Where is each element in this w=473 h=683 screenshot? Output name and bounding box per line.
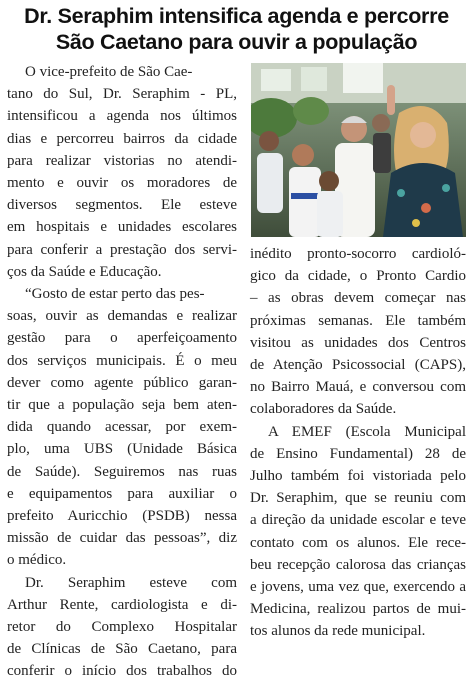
left-column-line: dever como agente público garan-	[7, 374, 237, 391]
right-column-line: gico da cidade, o Pronto Cardio	[250, 268, 466, 285]
left-column-line: dos serviços municipais. É o meu	[7, 352, 237, 369]
left-column-line: tir que a população seja bem aten-	[7, 397, 237, 414]
left-column-line: conferir o início dos trabalhos do	[7, 663, 237, 680]
left-column-line: intensificou a agenda nos últimos	[7, 108, 237, 125]
left-column-line: e equipamentos para auxiliar o	[7, 485, 237, 502]
right-column-line: – as obras devem começar nas	[250, 290, 466, 307]
right-column-line: beu recepção calorosa das crianças	[250, 556, 466, 573]
left-column-line: em hospitais e unidades escolares	[7, 219, 237, 236]
left-column-line: missão de cuidar das pessoas”, diz	[7, 530, 237, 547]
left-column-line: o médico.	[7, 552, 67, 569]
article-photo	[251, 63, 466, 237]
right-column-line: contato com os alunos. Ele rece-	[250, 534, 466, 551]
left-column-line: de Clínicas de São Caetano, para	[7, 641, 237, 658]
right-column-line: inédito pronto-socorro cardioló-	[250, 246, 466, 262]
article-right-column	[250, 243, 466, 643]
right-column-line: de Ensino Fundamental) 28 de	[250, 445, 466, 462]
right-column-line: colaboradores da Saúde.	[250, 401, 397, 418]
right-column-line: Julho também foi vistoriada pelo	[250, 468, 466, 485]
left-column-line: Dr. Seraphim esteve com	[25, 574, 237, 591]
right-column-line: tos alunos da rede municipal.	[250, 623, 426, 640]
left-column-line: soas, ouvir as demandas e realizar	[7, 308, 237, 325]
left-column-line: tano do Sul, Dr. Seraphim - PL,	[7, 86, 237, 103]
right-column-line: A EMEF (Escola Municipal	[268, 423, 466, 440]
left-column-line: Arthur Rente, cardiologista e di-	[7, 596, 237, 613]
left-column-line: dias e percorreu bairros da cidade	[7, 130, 237, 147]
left-column-line: para conferir a prestação dos servi-	[7, 241, 237, 258]
left-column-line: prefeito Auricchio (PSDB) nessa	[7, 508, 237, 525]
left-column-line: de Saúde). Seguiremos nas ruas	[7, 463, 237, 480]
left-column-line: gestão para o aperfeiçoamento	[7, 330, 237, 347]
left-column-line: ços da Saúde e Educação.	[7, 263, 162, 280]
left-column-line: retor do Complexo Hospitalar	[7, 619, 237, 636]
left-column-line: plo, uma UBS (Unidade Básica	[7, 441, 237, 458]
right-column-line: próximas semanas. Ele também	[250, 312, 466, 329]
right-column-line: Medicina, realizou partos de mui-	[250, 601, 466, 618]
left-column-line: para realizar vistorias no atendi-	[7, 152, 237, 169]
right-column-line: a direção da unidade escolar e teve	[250, 512, 466, 529]
left-column-line: O vice-prefeito de São Cae-	[25, 64, 193, 80]
left-column-line: “Gosto de estar perto das pes-	[25, 286, 205, 303]
headline-line-1: Dr. Seraphim intensifica agenda e percorre	[24, 4, 449, 28]
headline	[0, 3, 473, 55]
headline-line-2: São Caetano para ouvir a população	[55, 30, 418, 54]
right-column-line: no Bairro Mauá, e conversou com	[250, 379, 466, 396]
right-column-line: e jovens, uma vez que, exercendo a	[250, 579, 466, 596]
left-column-line: diversos segmentos. Ele esteve	[7, 197, 237, 214]
right-column-line: de Atenção Psicossocial (CAPS),	[250, 357, 466, 374]
right-column-line: visitou as unidades dos Centros	[250, 334, 466, 351]
article-left-column	[7, 61, 237, 683]
photo-illustration	[251, 63, 466, 237]
right-column-line: Dr. Seraphim, que se reuniu com	[250, 490, 466, 507]
left-column-line: mento e ouvir os moradores de	[7, 175, 237, 192]
left-column-line: dida quando acessar, por exem-	[7, 419, 237, 436]
